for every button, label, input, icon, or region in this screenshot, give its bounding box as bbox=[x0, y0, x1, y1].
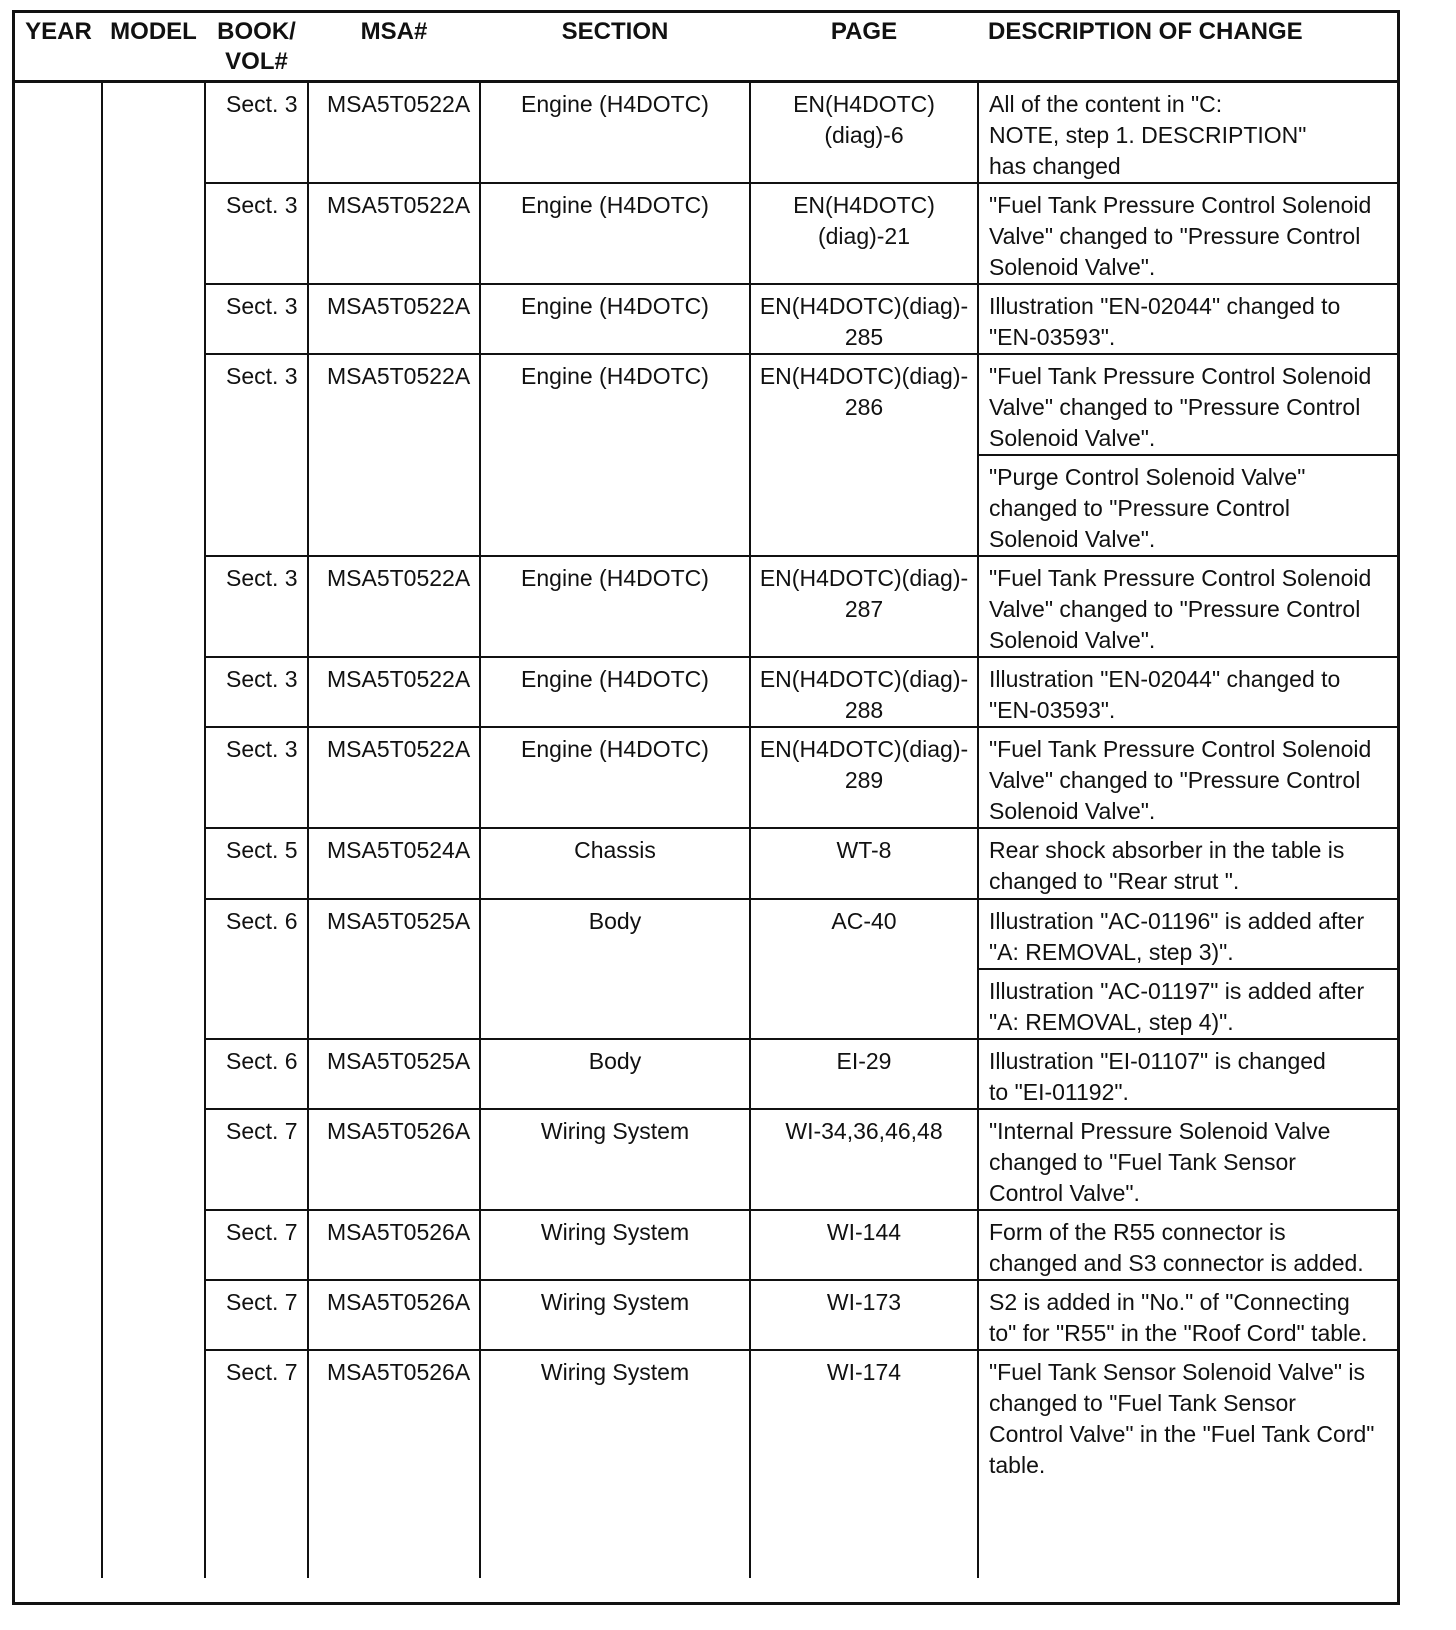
cell-page: EN(H4DOTC)(diag)- 285 bbox=[750, 284, 978, 354]
table-row bbox=[15, 657, 1397, 727]
cell-description: Illustration "AC-01196" is added after "A: REMOVAL, step 3)". bbox=[978, 899, 1397, 969]
cell-description: "Purge Control Solenoid Valve" changed to "Pressure Control Solenoid Valve". bbox=[978, 455, 1397, 556]
cell-section: Wiring System bbox=[480, 1280, 750, 1350]
cell-section: Engine (H4DOTC) bbox=[480, 354, 750, 556]
header-row bbox=[15, 13, 1397, 81]
cell-page: EN(H4DOTC)(diag)- 286 bbox=[750, 354, 978, 556]
cell-msa: MSA5T0526A bbox=[308, 1109, 480, 1210]
cell-book: Sect. 6 bbox=[205, 1039, 308, 1109]
cell-page: AC-40 bbox=[750, 899, 978, 1039]
cell-book: Sect. 3 bbox=[205, 81, 308, 183]
cell-msa: MSA5T0525A bbox=[308, 899, 480, 1039]
cell-section: Engine (H4DOTC) bbox=[480, 727, 750, 828]
cell-page: WI-173 bbox=[750, 1280, 978, 1350]
cell-description: Illustration "EI-01107" is changed to "EI-01192". bbox=[978, 1039, 1397, 1109]
cell-book: Sect. 6 bbox=[205, 899, 308, 1039]
table-row bbox=[15, 1210, 1397, 1280]
cell-section: Body bbox=[480, 1039, 750, 1109]
cell-msa: MSA5T0526A bbox=[308, 1280, 480, 1350]
cell-msa: MSA5T0526A bbox=[308, 1210, 480, 1280]
cell-description: "Fuel Tank Pressure Control Solenoid Valve" changed to "Pressure Control Solenoid Valve". bbox=[978, 727, 1397, 828]
cell-msa: MSA5T0524A bbox=[308, 828, 480, 899]
cell-book: Sect. 5 bbox=[205, 828, 308, 899]
cell-description: "Fuel Tank Pressure Control Solenoid Valve" changed to "Pressure Control Solenoid Valve". bbox=[978, 556, 1397, 657]
cell-book: Sect. 7 bbox=[205, 1210, 308, 1280]
cell-description: "Fuel Tank Sensor Solenoid Valve" is changed to "Fuel Tank Sensor Control Valve" in the "Fuel Tank Cord" table. bbox=[989, 1358, 1375, 1478]
cell-section: Chassis bbox=[480, 828, 750, 899]
header-year: YEAR bbox=[25, 18, 92, 45]
cell-description: S2 is added in "No." of "Connecting to" for "R55" in the "Roof Cord" table. bbox=[978, 1280, 1397, 1350]
cell-msa: MSA5T0522A bbox=[308, 657, 480, 727]
table-row bbox=[15, 354, 1397, 455]
cell-msa: MSA5T0522A bbox=[308, 183, 480, 284]
cell-year bbox=[15, 81, 102, 1578]
cell-book: Sect. 3 bbox=[205, 556, 308, 657]
cell-book: Sect. 3 bbox=[205, 657, 308, 727]
table-body bbox=[15, 81, 1397, 1578]
cell-msa: MSA5T0522A bbox=[308, 81, 480, 183]
cell-book: Sect. 7 bbox=[205, 1280, 308, 1350]
cell-book: Sect. 3 bbox=[205, 183, 308, 284]
cell-description: Form of the R55 connector is changed and S3 connector is added. bbox=[978, 1210, 1397, 1280]
change-log-sheet bbox=[12, 10, 1400, 1605]
cell-section: Wiring System bbox=[480, 1350, 750, 1578]
cell-page: WI-174 bbox=[750, 1350, 978, 1578]
cell-page: EN(H4DOTC)(diag)-6 bbox=[750, 81, 978, 183]
cell-description: "Fuel Tank Pressure Control Solenoid Valve" changed to "Pressure Control Solenoid Valve". bbox=[978, 183, 1397, 284]
cell-page: WT-8 bbox=[750, 828, 978, 899]
table-row bbox=[15, 1280, 1397, 1350]
cell-section: Engine (H4DOTC) bbox=[480, 657, 750, 727]
header-description: DESCRIPTION OF CHANGE bbox=[988, 18, 1303, 45]
cell-section: Body bbox=[480, 899, 750, 1039]
cell-section: Wiring System bbox=[480, 1210, 750, 1280]
table-row bbox=[15, 1350, 1397, 1578]
cell-msa: MSA5T0522A bbox=[308, 556, 480, 657]
cell-model bbox=[102, 81, 205, 1578]
cell-description: All of the content in "C: NOTE, step 1. DESCRIPTION" has changed bbox=[978, 81, 1397, 183]
cell-page: EN(H4DOTC)(diag)- 287 bbox=[750, 556, 978, 657]
table-row bbox=[15, 899, 1397, 969]
table-row bbox=[15, 1039, 1397, 1109]
change-log-table bbox=[15, 13, 1397, 1578]
cell-msa: MSA5T0522A bbox=[308, 354, 480, 556]
header-section: SECTION bbox=[561, 18, 669, 45]
cell-page: WI-34,36,46,48 bbox=[750, 1109, 978, 1210]
cell-section: Wiring System bbox=[480, 1109, 750, 1210]
cell-description: Illustration "EN-02044" changed to "EN-03593". bbox=[978, 284, 1397, 354]
cell-description: Illustration "EN-02044" changed to "EN-03593". bbox=[978, 657, 1397, 727]
table-row bbox=[15, 727, 1397, 828]
cell-section: Engine (H4DOTC) bbox=[480, 183, 750, 284]
table-row bbox=[15, 284, 1397, 354]
cell-description: "Fuel Tank Pressure Control Solenoid Valve" changed to "Pressure Control Solenoid Valve". bbox=[978, 354, 1397, 455]
cell-description: Illustration "AC-01197" is added after "A: REMOVAL, step 4)". bbox=[978, 969, 1397, 1039]
cell-page: WI-144 bbox=[750, 1210, 978, 1280]
cell-book: Sect. 7 bbox=[205, 1350, 308, 1578]
header-book: BOOK/ VOL# bbox=[217, 18, 296, 75]
table-row bbox=[15, 81, 1397, 183]
table-row bbox=[15, 183, 1397, 284]
cell-msa: MSA5T0522A bbox=[308, 284, 480, 354]
cell-page: EN(H4DOTC)(diag)-21 bbox=[750, 183, 978, 284]
cell-msa: MSA5T0526A bbox=[308, 1350, 480, 1578]
cell-description: Rear shock absorber in the table is changed to "Rear strut ". bbox=[978, 828, 1397, 899]
header-model: MODEL bbox=[110, 18, 197, 45]
cell-book: Sect. 3 bbox=[205, 354, 308, 556]
table-row bbox=[15, 1109, 1397, 1210]
cell-description: "Internal Pressure Solenoid Valve changed to "Fuel Tank Sensor Control Valve". bbox=[978, 1109, 1397, 1210]
cell-section: Engine (H4DOTC) bbox=[480, 556, 750, 657]
cell-page: EN(H4DOTC)(diag)- 288 bbox=[750, 657, 978, 727]
cell-msa: MSA5T0525A bbox=[308, 1039, 480, 1109]
cell-section: Engine (H4DOTC) bbox=[480, 81, 750, 183]
cell-msa: MSA5T0522A bbox=[308, 727, 480, 828]
table-row bbox=[15, 828, 1397, 899]
cell-book: Sect. 3 bbox=[205, 727, 308, 828]
cell-page: EI-29 bbox=[750, 1039, 978, 1109]
cell-section: Engine (H4DOTC) bbox=[480, 284, 750, 354]
cell-page: EN(H4DOTC)(diag)- 289 bbox=[750, 727, 978, 828]
header-page: PAGE bbox=[830, 18, 898, 45]
cell-book: Sect. 7 bbox=[205, 1109, 308, 1210]
cell-book: Sect. 3 bbox=[205, 284, 308, 354]
header-msa: MSA# bbox=[360, 18, 428, 45]
table-row bbox=[15, 556, 1397, 657]
